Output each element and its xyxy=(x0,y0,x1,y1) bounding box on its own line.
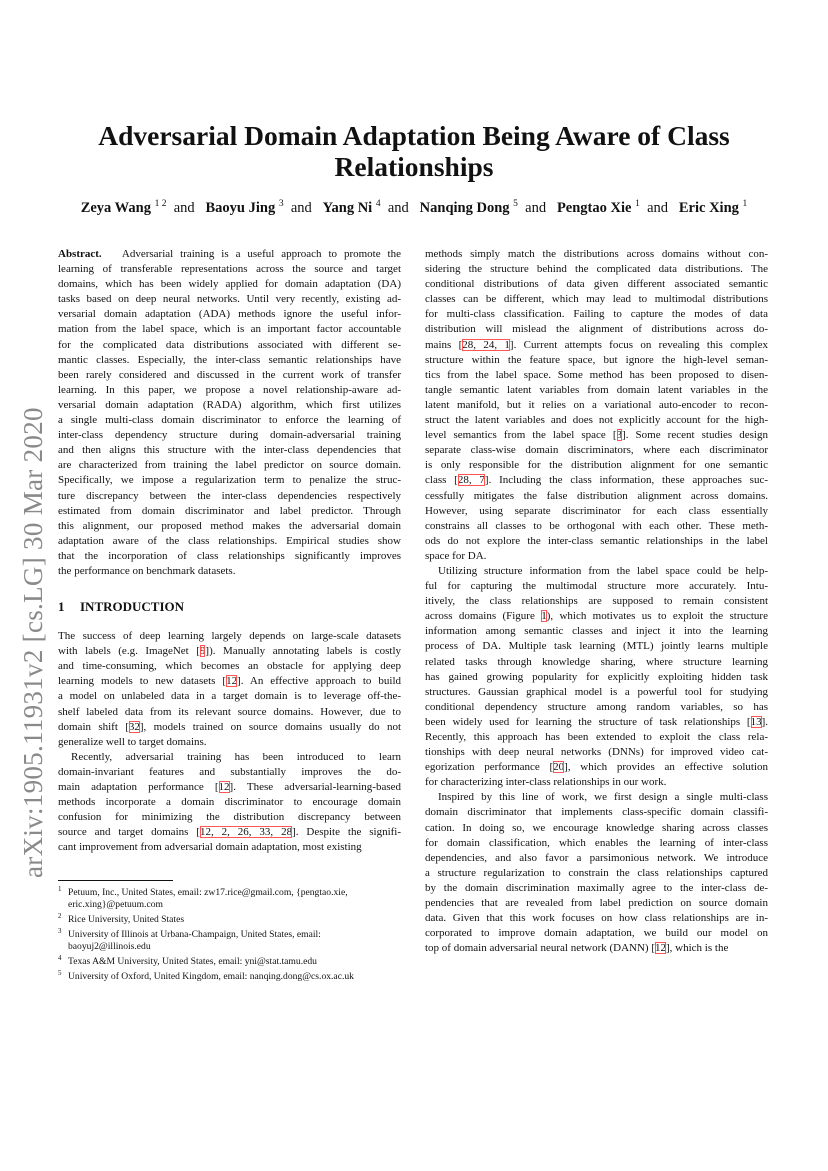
text-line: information among semantic classes and inject it into the learning xyxy=(425,625,768,638)
text-line: been rarely considered and discussed in the current work of transfer xyxy=(58,368,401,381)
left-column xyxy=(58,247,401,855)
text-line: cation. In doing so, we encourage knowledge sharing across classes xyxy=(425,821,768,834)
text-line: methods simply match the distributions across domains without con- xyxy=(425,248,768,260)
text-line: space for DA. xyxy=(425,549,487,562)
footnote-text: baoyuj2@illinois.edu xyxy=(68,940,151,952)
text-line: mantic classes. Especially, the inter-class semantic relationships have xyxy=(58,353,401,366)
text-line: inter-class dependency structure during domain-adversarial training xyxy=(58,429,401,442)
text-line: conditional distributions of data given different associated semantic xyxy=(425,278,768,291)
author-affiliation: 1 xyxy=(742,199,748,209)
text-line: cant improvement from adversarial domain adaptation, most existing xyxy=(58,841,362,854)
text-line: a structure regularization to constrain the class relationships captured xyxy=(425,866,768,879)
text-line: methods incorporate a domain discriminator to encourage domain xyxy=(58,796,401,809)
footnote-rule xyxy=(58,880,173,881)
text-line: tionships with deep neural networks (DNNs) for improved video cat- xyxy=(425,746,768,759)
footnote-text: University of Illinois at Urbana-Champaign, United States, email: xyxy=(68,928,321,940)
abstract-line xyxy=(58,247,401,262)
text-line: ture discrepancy between the inter-class dependencies respectively xyxy=(58,489,401,502)
text-line: for the complicated data distributions associated with different se- xyxy=(58,338,401,351)
text-line: are characterized from training the label predictor on source domain. xyxy=(58,459,401,472)
right-paragraph-3 xyxy=(425,790,768,956)
footnotes xyxy=(58,880,401,983)
text-line: related tasks through knowledge sharing, where structure learning xyxy=(425,655,768,668)
text-line: data. Given that this work focuses on how class relationships are in- xyxy=(425,912,768,925)
and-word: and xyxy=(525,199,547,216)
citation-link[interactable]: 20 xyxy=(553,761,565,774)
text-line: confusion for minimizing the distribution discrepancy between xyxy=(58,811,401,824)
figure-link[interactable]: 1 xyxy=(541,610,547,623)
author-affiliation: 5 xyxy=(513,199,518,209)
and-word: and xyxy=(290,199,312,216)
text-line: this alignment, our proposed method makes the adversarial domain xyxy=(58,519,401,532)
citation-link[interactable]: 32 xyxy=(128,720,140,733)
text-line: class [28, 7]. Including the class information, these approaches suc- xyxy=(425,474,769,487)
abstract-label: Abstract. xyxy=(58,248,102,260)
citation-link[interactable]: 28, 24, 1 xyxy=(462,338,510,351)
citation-link[interactable]: 3 xyxy=(616,429,623,442)
text-line: for characterizing inter-class relationships in our work. xyxy=(425,776,667,789)
author-affiliation: 1 2 xyxy=(154,199,167,209)
footnote-mark: 4 xyxy=(58,953,62,962)
text-line: Utilizing structure information from the label space could be help- xyxy=(438,564,768,577)
text-line: learning. In this paper, we propose a novel relationship-aware ad- xyxy=(58,383,401,396)
text-line: with labels (e.g. ImageNet [9]). Manually annotating labels is costly xyxy=(58,645,402,658)
author-affiliation: 4 xyxy=(375,199,381,209)
text-line: estimated from domain discriminator and label predictor. Through xyxy=(58,504,401,517)
text-line: domains, which has been widely applied for domain adaptation (DA) xyxy=(58,278,401,291)
text-line: ods do not explore the inter-class semantic relationships in the label xyxy=(425,534,768,547)
text-line: domain shift [32], models trained on source domains usually do not xyxy=(58,720,402,733)
text-line: latent manifold, but it relies on a variational auto-encoder to recon- xyxy=(425,398,768,411)
citation-link[interactable]: 9 xyxy=(199,645,206,658)
author-list xyxy=(40,199,788,217)
footnote xyxy=(58,911,401,926)
text-line: struct the latent variables and does not explicitly account for the high- xyxy=(425,414,768,427)
text-line: itively, the class relationships are supposed to remain consistent xyxy=(425,595,768,608)
author-name: Pengtao Xie xyxy=(556,199,632,216)
text-line: distribution will mislead the alignment of distributions across do- xyxy=(425,323,768,336)
citation-link[interactable]: 12 xyxy=(226,675,238,688)
author-name: Zeya Wang xyxy=(80,199,151,216)
footnote-text: Rice University, United States xyxy=(68,913,185,925)
footnote-mark: 1 xyxy=(58,885,62,893)
footnote xyxy=(58,926,401,953)
footnote-text: University of Oxford, United Kingdom, email: nanqing.dong@cs.ox.ac.uk xyxy=(68,970,354,982)
text-line: level semantics from the label space [3]. Some recent studies design xyxy=(425,429,768,442)
footnote xyxy=(58,968,401,983)
title-line: Relationships xyxy=(334,151,494,182)
text-line: corporated to improve domain adaptation, we build our model on xyxy=(425,927,768,940)
citation-link[interactable]: 12 xyxy=(655,942,667,955)
footnote-text: eric.xing}@petuum.com xyxy=(68,898,163,910)
text-line: source and target domains [12, 2, 26, 33, 28]. Despite the signifi- xyxy=(58,826,402,839)
text-line: for domain classification, which enables the learning of inter-class xyxy=(425,836,768,849)
text-line: learning models to new datasets [12]. An effective approach to build xyxy=(58,675,401,688)
text-line: across domains (Figure 1), which motivates us to exploit the structure xyxy=(425,610,768,623)
text-line: mation from the label space, which is an important factor accountable xyxy=(58,323,401,336)
text-line: ful for capturing the multimodal structure more accurately. Intu- xyxy=(425,580,768,593)
author-affiliation: 3 xyxy=(278,199,284,209)
text-line: Recently, adversarial training has been introduced to learn xyxy=(71,750,401,763)
author-affiliation: 1 xyxy=(635,199,640,209)
right-paragraph-1 xyxy=(425,247,768,564)
text-line: is only responsible for the distribution alignment for one semantic xyxy=(425,459,768,472)
citation-link[interactable]: 13 xyxy=(750,715,762,728)
text-line: constrains all classes to be orthogonal with each other. These meth- xyxy=(425,519,768,532)
text-line: versarial domain adaptation (ADA) methods ignore the useful infor- xyxy=(58,308,401,321)
paper-title xyxy=(60,120,768,182)
text-line: structure within the feature space, but ignore the high-level seman- xyxy=(425,353,768,366)
text-line: tasks based on deep neural networks. Until very recently, existing ad- xyxy=(58,293,401,306)
title-line: Adversarial Domain Adaptation Being Aware of Class xyxy=(98,120,730,151)
text-line: main adaptation performance [12]. These adversarial-learning-based xyxy=(58,781,401,793)
text-line: sidering the structure behind the complicated data distributions. The xyxy=(425,263,768,276)
intro-paragraph-2 xyxy=(58,750,401,856)
section-number: 1 xyxy=(58,599,65,615)
text-line: a single multi-class domain discriminator to enforce the learning of xyxy=(58,414,401,427)
footnote-text: Texas A&M University, United States, email: yni@stat.tamu.edu xyxy=(68,955,317,967)
text-line: generalize well to target domains. xyxy=(58,735,207,748)
text-line: been widely used for learning the structure of task relationships [13]. xyxy=(425,715,768,728)
text-line: mains [28, 24, 1]. Current attempts focus on revealing this complex xyxy=(425,338,768,351)
text-line: Recently, this approach has been extended to exploit the class rela- xyxy=(425,731,768,743)
and-word: and xyxy=(647,199,669,216)
footnote xyxy=(58,884,401,911)
text-line: and time-consuming, which becomes an obstacle for applying deep xyxy=(58,660,401,673)
text-line: domain-invariant features and substantially improves the do- xyxy=(58,765,401,778)
and-word: and xyxy=(173,199,195,216)
section-heading xyxy=(58,599,401,615)
abstract xyxy=(58,247,401,579)
author-name: Baoyu Jing xyxy=(205,199,276,216)
text-line: pendencies that are revealed from label prediction on source domain xyxy=(425,897,768,910)
text-line: However, using separate discriminator for each class essentially xyxy=(425,504,768,517)
and-word: and xyxy=(387,199,409,216)
footnote-mark: 5 xyxy=(58,968,62,977)
text-line: domain discriminator that implements class-specific domain classifi- xyxy=(425,806,768,819)
citation-link[interactable]: 28, 7 xyxy=(457,474,485,487)
text-line: dependencies, and also favor a parsimonious network. We introduce xyxy=(425,851,768,864)
text-line: The success of deep learning largely depends on large-scale datasets xyxy=(58,630,401,643)
text-line: and then aligns this structure with the inter-class dependencies that xyxy=(58,444,401,457)
text-line: a model on unlabeled data in a target domain is to leverage off-the- xyxy=(58,690,401,703)
text-line: egorization performance [20], which provides an effective solution xyxy=(425,761,769,774)
footnote xyxy=(58,953,401,968)
text-line: adaptation aware of the class relationships. Empirical studies show xyxy=(58,534,401,547)
text-line: classes can be different, which may lead to multimodal distributions xyxy=(425,293,768,306)
text-line: structures. Gaussian graphical model is a powerful tool for studying xyxy=(425,685,768,698)
text-line: shelf labeled data from its relevant source domains. However, due to xyxy=(58,705,401,718)
text-line: learning of transferable representations across the source and target xyxy=(58,263,401,276)
text-line: that the incorporation of class relationships significantly improves xyxy=(58,549,401,562)
footnote-text: Petuum, Inc., United States, email: zw17.rice@gmail.com, {pengtao.xie, xyxy=(68,887,348,899)
text-line: tics from the label space. Some method has been proposed to disen- xyxy=(425,368,768,381)
intro-paragraph-1 xyxy=(58,629,401,750)
author-name: Yang Ni xyxy=(322,199,373,216)
citation-link[interactable]: 12 xyxy=(218,781,230,793)
arxiv-stamp: arXiv:1905.11931v2 [cs.LG] 30 Mar 2020 xyxy=(18,407,48,878)
text-line: Inspired by this line of work, we first design a single multi-class xyxy=(438,791,768,804)
text-line: top of domain adversarial neural network (DANN) [12], which is the xyxy=(425,942,729,955)
right-column xyxy=(425,247,768,956)
author-name: Eric Xing xyxy=(678,199,739,216)
text-line: has gained growing popularity for explicitly exploiting hidden task xyxy=(425,670,768,683)
footnote-mark: 2 xyxy=(58,911,62,920)
footnote-mark: 3 xyxy=(58,926,62,935)
right-paragraph-2 xyxy=(425,564,768,790)
section-title: INTRODUCTION xyxy=(80,599,185,615)
text-line: separate class-wise domain discriminators, where each discriminator xyxy=(425,444,768,457)
text-line: by the domain discrimination maximally agree to the inter-class de- xyxy=(425,881,768,894)
text-line: cessfully mitigates the false distribution alignment across domains. xyxy=(425,489,768,502)
author-name: Nanqing Dong xyxy=(419,199,510,216)
abstract-text: Adversarial training is a useful approach to promote the xyxy=(121,248,401,260)
text-line: versarial domain adaptation (RADA) algorithm, which first utilizes xyxy=(58,398,401,411)
text-line: for multi-class classification. Failing to capture the modes of data xyxy=(425,308,768,321)
text-line: the performance on benchmark datasets. xyxy=(58,564,236,577)
text-line: tangle semantic latent variables from domain latent variables in the xyxy=(425,383,768,396)
citation-link[interactable]: 12, 2, 26, 33, 28 xyxy=(199,826,293,839)
text-line: conditional dependency structure among random variables, so has xyxy=(425,700,768,713)
text-line: Specifically, we impose a regularization term to penalize the struc- xyxy=(58,474,401,487)
text-line: process of DA. Multiple task learning (MTL) jointly learns multiple xyxy=(425,640,768,653)
